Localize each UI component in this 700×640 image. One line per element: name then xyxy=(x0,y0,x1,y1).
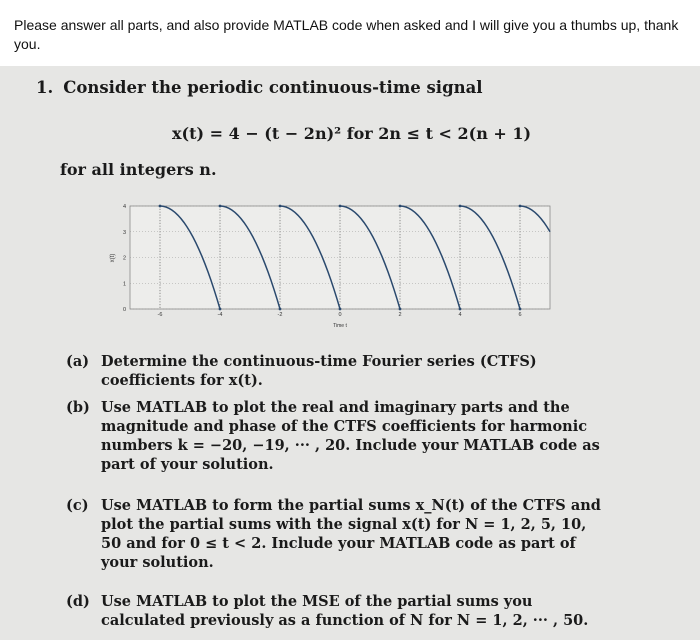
x-tick-label: 0 xyxy=(338,312,342,318)
signal-point xyxy=(339,205,342,208)
signal-point xyxy=(459,308,462,311)
signal-point xyxy=(399,308,402,311)
y-tick-label: 3 xyxy=(122,229,126,236)
y-tick-label: 1 xyxy=(122,281,126,288)
signal-point xyxy=(219,308,222,311)
part-b xyxy=(66,398,606,474)
signal-point xyxy=(159,205,162,208)
equation-qualifier: for all integers n. xyxy=(60,160,217,179)
banner-text: Please answer all parts, and also provide MATLAB code when asked and I will give you a thumbs up, thank you. xyxy=(14,17,679,52)
part-b-text: Use MATLAB to plot the real and imaginary parts and the magnitude and phase of the CTFS coefficients for harmonic numbers k = −20, −19, ··· , 20. Include your MATLAB code as part of your solution. xyxy=(101,399,600,473)
signal-point xyxy=(459,205,462,208)
part-c-text: Use MATLAB to form the partial sums x_N(t) of the CTFS and plot the partial sums with the signal x(t) for N = 1, 2, 5, 10, 50 and for 0 ≤ t < 2. Include your MATLAB code as part of your solution. xyxy=(101,497,601,571)
signal-point xyxy=(219,205,222,208)
part-d-text: Use MATLAB to plot the MSE of the partial sums you calculated previously as a function of N for N = 1, 2, ··· , 50. xyxy=(101,593,589,629)
signal-point xyxy=(279,308,282,311)
signal-point xyxy=(339,308,342,311)
signal-equation: x(t) = 4 − (t − 2n)² for 2n ≤ t < 2(n + 1) xyxy=(172,124,532,143)
question-number: 1. xyxy=(36,78,54,97)
y-tick-label: 4 xyxy=(122,204,126,210)
part-b-label: (b) xyxy=(66,399,90,416)
x-tick-label: 6 xyxy=(518,312,522,318)
signal-point xyxy=(519,308,522,311)
question-title: Consider the periodic continuous-time signal xyxy=(63,78,483,97)
signal-point xyxy=(519,205,522,208)
y-tick-label: 2 xyxy=(122,255,126,262)
part-a-label: (a) xyxy=(66,353,90,370)
x-tick-label: 2 xyxy=(398,312,402,318)
signal-point xyxy=(279,205,282,208)
part-c-label: (c) xyxy=(66,497,89,514)
y-axis-label: x(t) xyxy=(110,253,116,263)
x-tick-label: -4 xyxy=(217,312,223,318)
y-tick-label: 0 xyxy=(122,307,126,313)
part-a-text: Determine the continuous-time Fourier series (CTFS) coefficients for x(t). xyxy=(101,353,537,389)
signal-plot xyxy=(100,196,570,331)
question-heading xyxy=(36,78,483,97)
part-c xyxy=(66,496,606,572)
x-tick-label: 4 xyxy=(458,312,462,318)
part-a xyxy=(66,352,606,390)
x-tick-label: -2 xyxy=(277,312,283,318)
part-d xyxy=(66,592,606,630)
question-banner xyxy=(0,0,700,67)
signal-point xyxy=(399,205,402,208)
x-tick-label: -6 xyxy=(157,312,163,318)
part-d-label: (d) xyxy=(66,593,90,610)
x-axis-label: Time t xyxy=(333,323,347,329)
